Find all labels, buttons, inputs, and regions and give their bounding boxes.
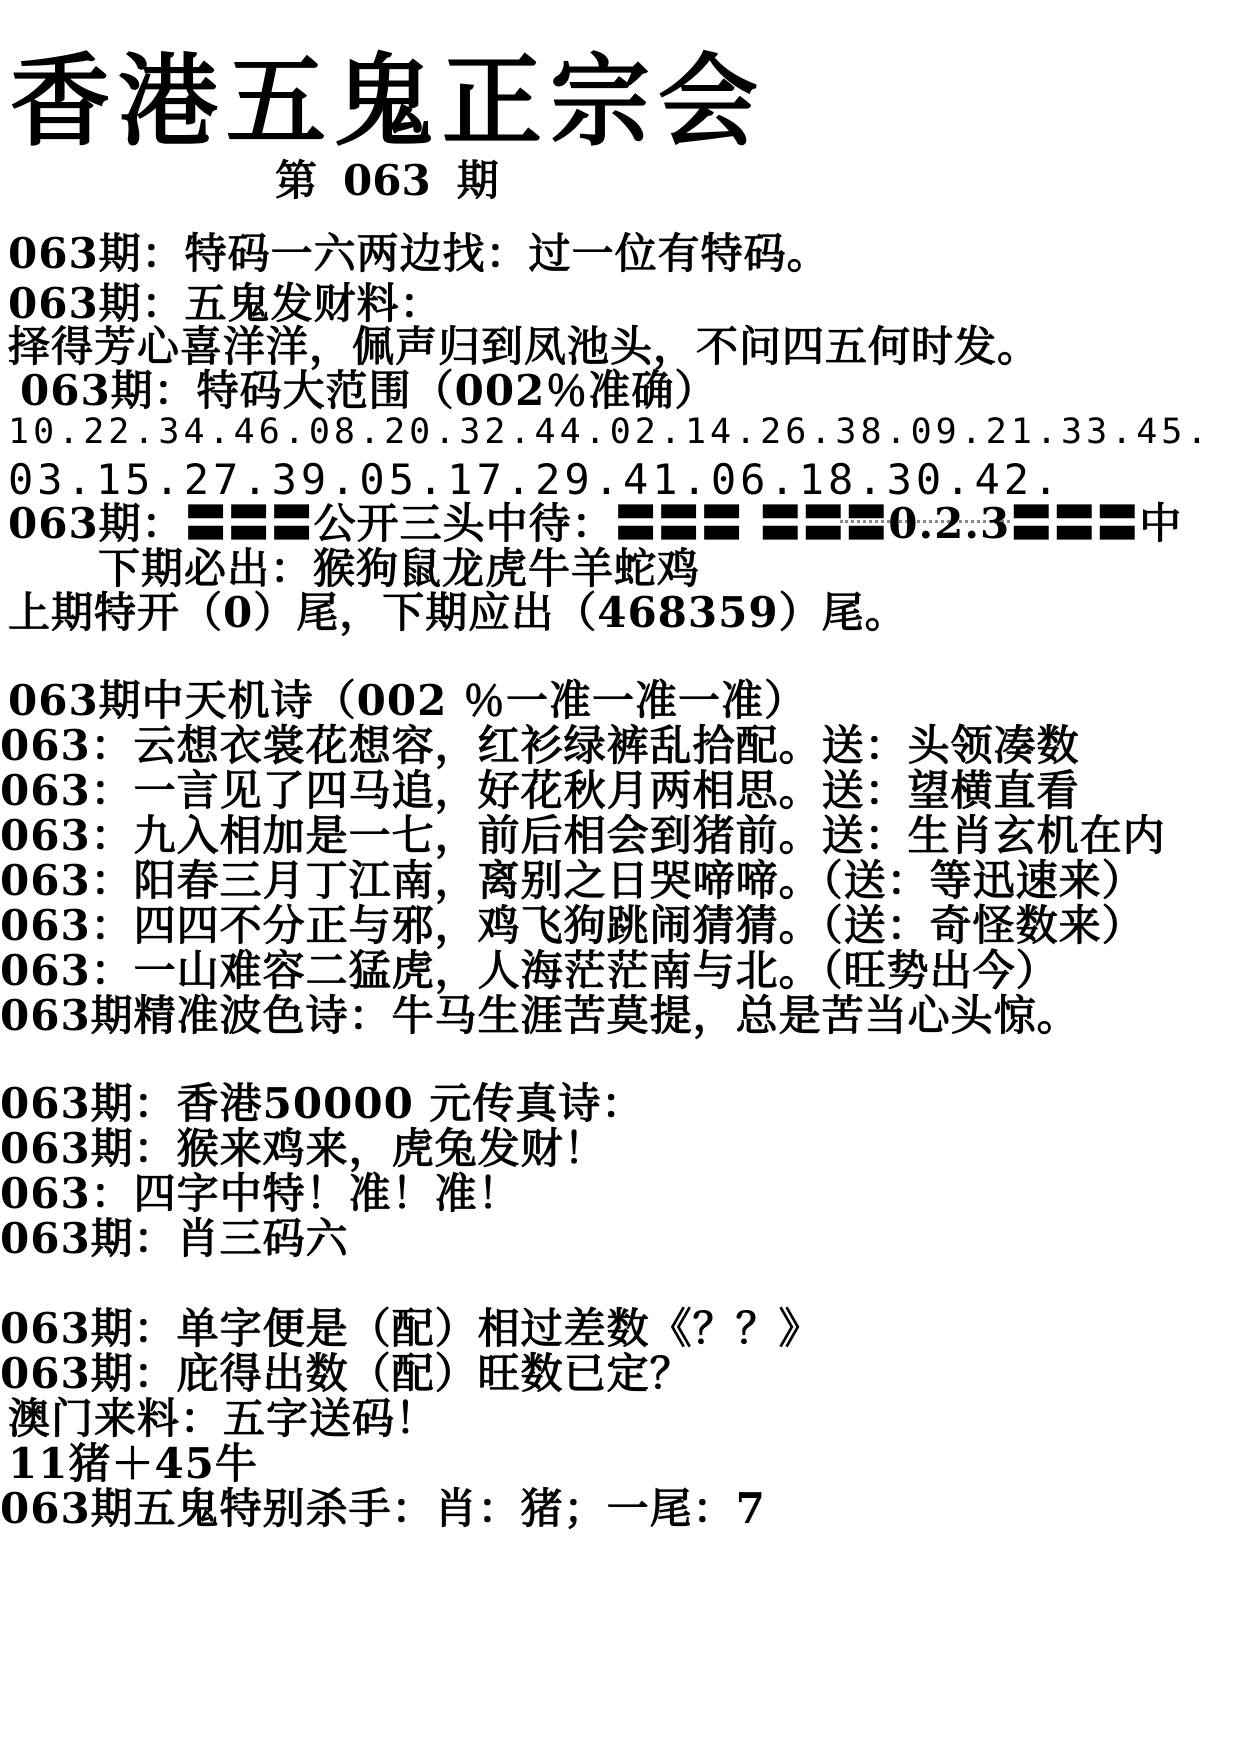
poem-line-5: 063：四四不分正与邪，鸡飞狗跳闹猜猜。（送：奇怪数来） <box>0 901 1145 950</box>
text-line-special-code-hint: 063期：特码一六两边找：过一位有特码。 <box>8 229 830 278</box>
poem-line-2: 063：一言见了四马追，好花秋月两相思。送：望横直看 <box>0 766 1080 815</box>
text-line-lucky-number: 063期：庇得出数（配）旺数已定？ <box>0 1349 693 1398</box>
number-list-row-1: 10.22.34.46.08.20.32.44.02.14.26.38.09.21.33.45. <box>8 412 1212 452</box>
text-line-wugui-heading: 063期：五鬼发财料： <box>8 279 443 328</box>
poem-line-3: 063：九入相加是一七，前后相会到猪前。送：生肖玄机在内 <box>0 811 1166 860</box>
issue-number: 063 <box>343 156 431 205</box>
text-line-next-zodiac: 下期必出：猴狗鼠龙虎牛羊蛇鸡 <box>98 544 701 593</box>
issue-suffix: 期 <box>456 156 499 205</box>
text-line-macau-codes: 11猪＋45牛 <box>8 1439 258 1488</box>
number-list-row-2: 03.15.27.39.05.17.29.41.06.18.30.42. <box>8 455 1063 504</box>
text-line-three-heads: 063期：〓〓〓公开三头中待：〓〓〓 〓〓〓0.2.3〓〓〓中 <box>8 499 1183 548</box>
issue-prefix: 第 <box>275 156 318 205</box>
text-line-single-char: 063期：单字便是（配）相过差数《？？》 <box>0 1304 822 1353</box>
text-line-three-codes: 063期：肖三码六 <box>0 1214 349 1263</box>
poem-line-6: 063：一山难容二猛虎，人海茫茫南与北。（旺势出今） <box>0 946 1059 995</box>
poem-line-1: 063：云想衣裳花想容，红衫绿裤乱拾配。送：头领凑数 <box>0 721 1080 770</box>
text-line-killer: 063期五鬼特别杀手：肖：猪；一尾：7 <box>0 1484 766 1533</box>
text-line-wave-color-poem: 063期精准波色诗：牛马生涯苦莫提，总是苦当心头惊。 <box>0 991 1080 1040</box>
text-line-tail-digits: 上期特开（0）尾，下期应出（468359）尾。 <box>8 588 908 637</box>
text-line-wugui-poem: 择得芳心喜洋洋，佩声归到凤池头，不问四五何时发。 <box>8 322 1041 371</box>
poem-line-4: 063：阳春三月丁江南，离别之日哭啼啼。（送：等迅速来） <box>0 856 1145 905</box>
text-line-macau-heading: 澳门来料：五字送码！ <box>8 1394 439 1443</box>
text-line-range-heading: 063期：特码大范围（002％准确） <box>20 366 718 415</box>
page-title: 香港五鬼正宗会 <box>10 43 766 160</box>
text-line-fax-poem: 063期：猴来鸡来，虎兔发财！ <box>0 1124 607 1173</box>
text-line-four-chars: 063：四字中特！准！准！ <box>0 1169 521 1218</box>
issue-heading <box>275 156 499 205</box>
text-line-fax-poem-heading: 063期：香港50000 元传真诗： <box>0 1079 645 1128</box>
text-line-poem-heading: 063期中天机诗（002 ％一准一准一准） <box>8 676 807 725</box>
